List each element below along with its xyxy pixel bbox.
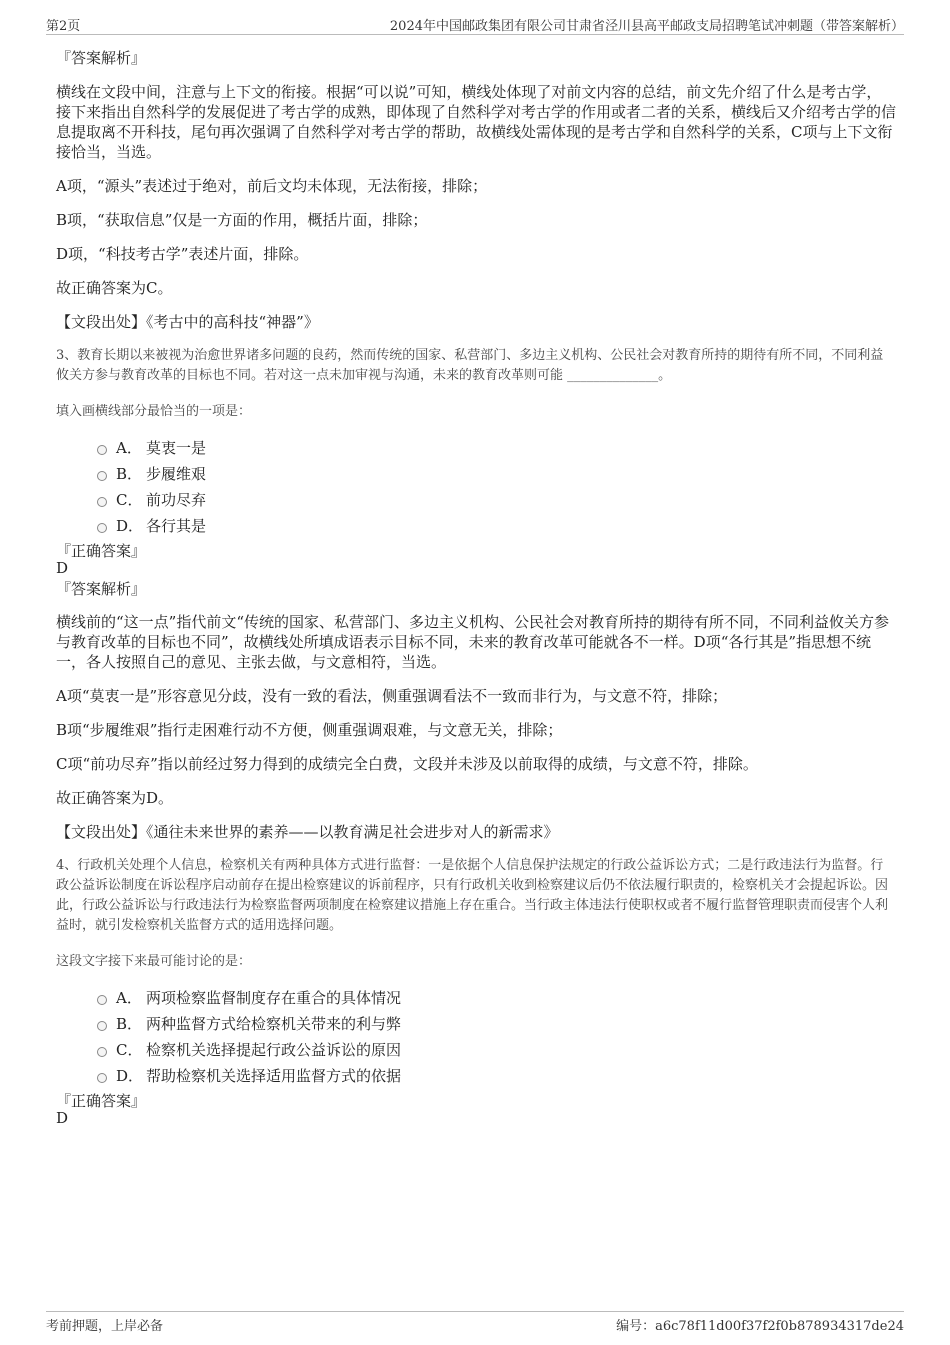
option-c[interactable]: C． 检察机关选择提起行政公益诉讼的原因 xyxy=(56,1037,896,1063)
radio-icon[interactable] xyxy=(97,1073,107,1083)
page-number: 第2页 xyxy=(46,19,81,34)
radio-icon[interactable] xyxy=(97,497,107,507)
analysis-option-a: A项，“源头”表述过于绝对，前后文均未体现，无法衔接，排除； xyxy=(56,177,488,195)
radio-icon[interactable] xyxy=(97,995,107,1005)
question-prompt: 这段文字接下来最可能讨论的是： xyxy=(56,954,252,969)
option-b[interactable]: B． 步履维艰 xyxy=(56,461,896,487)
analysis-label: 『答案解析』 xyxy=(56,580,147,598)
footer-slogan: 考前押题，上岸必备 xyxy=(46,1319,164,1334)
answer-label: 『正确答案』 xyxy=(56,1092,147,1110)
radio-icon[interactable] xyxy=(97,1047,107,1057)
document-title: 2024年中国邮政集团有限公司甘肃省泾川县高平邮政支局招聘笔试冲刺题（带答案解析） xyxy=(389,19,904,34)
question-stem: 4、行政机关处理个人信息，检察机关有两种具体方式进行监督：一是依据个人信息保护法规定的行政公益诉讼方式；二是行政违法行为监督。行政公益诉讼制度在诉讼程序启动前存在提出检察建议的诉前程序，只有行政机关收到检察建议后仍不依法履行职责的，检察机关才会提起诉讼。因此，行政公益诉讼与行政违法行为检察监督两项制度在检察建议措施上存在重合。当行政主体违法行使职权或者不履行监督管理职责而侵害个人利益时，就引发检察机关监督方式的适用选择问题。 xyxy=(56,858,889,933)
analysis-label: 『答案解析』 xyxy=(56,49,147,67)
question-stem: 3、教育长期以来被视为治愈世界诸多问题的良药，然而传统的国家、私营部门、多边主义机构、公民社会对教育所持的期待有所不同，不同利益攸关方参与教育改革的目标也不同。若对这一点未加审视与沟通，未来的教育改革则可能 ______________。 xyxy=(56,348,884,383)
question-prompt: 填入画横线部分最恰当的一项是： xyxy=(56,404,252,419)
radio-icon[interactable] xyxy=(97,445,107,455)
source-citation: 【文段出处】《考古中的高科技“神器”》 xyxy=(56,313,319,331)
option-c[interactable]: C． 前功尽弃 xyxy=(56,487,896,513)
source-citation: 【文段出处】《通往未来世界的素养——以教育满足社会进步对人的新需求》 xyxy=(56,823,559,841)
radio-icon[interactable] xyxy=(97,471,107,481)
analysis-conclusion: 故正确答案为D。 xyxy=(56,789,174,807)
analysis-option-b: B项，“获取信息”仅是一方面的作用，概括片面，排除； xyxy=(56,211,428,229)
analysis-option-d: D项，“科技考古学”表述片面，排除。 xyxy=(56,245,309,263)
options-list xyxy=(56,435,896,539)
analysis-conclusion: 故正确答案为C。 xyxy=(56,279,173,297)
answer-label: 『正确答案』 xyxy=(56,542,147,560)
option-d[interactable]: D． 帮助检察机关选择适用监督方式的依据 xyxy=(56,1063,896,1089)
main-content xyxy=(56,46,896,1127)
option-d[interactable]: D． 各行其是 xyxy=(56,513,896,539)
analysis-option-a: A项“莫衷一是”形容意见分歧，没有一致的看法，侧重强调看法不一致而非行为，与文意不符，排除； xyxy=(56,687,728,705)
option-a[interactable]: A． 两项检察监督制度存在重合的具体情况 xyxy=(56,985,896,1011)
analysis-option-b: B项“步履维艰”指行走困难行动不方便，侧重强调艰难，与文意无关，排除； xyxy=(56,721,563,739)
analysis-text: 横线前的“这一点”指代前文“传统的国家、私营部门、多边主义机构、公民社会对教育所持的期待有所不同，不同利益攸关方参与教育改革的目标也不同”，故横线处所填成语表示目标不同，未来的教育改革可能就各不一样。D项“各行其是”指思想不统一，各人按照自己的意见、主张去做，与文意相符，当选。 xyxy=(56,613,890,671)
answer-value: D xyxy=(56,1109,69,1127)
option-b[interactable]: B． 两种监督方式给检察机关带来的利与弊 xyxy=(56,1011,896,1037)
analysis-text: 横线在文段中间，注意与上下文的衔接。根据“可以说”可知，横线处体现了对前文内容的总结，前文先介绍了什么是考古学，接下来指出自然科学的发展促进了考古学的成熟，即体现了自然科学对考古学的作用或者二者的关系，横线后又介绍考古学的信息提取离不开科技，尾句再次强调了自然科学对考古学的帮助，故横线处需体现的是考古学和自然科学的关系，C项与上下文衔接恰当，当选。 xyxy=(56,83,897,161)
radio-icon[interactable] xyxy=(97,1021,107,1031)
page-header xyxy=(46,14,904,35)
page-footer xyxy=(46,1311,904,1334)
option-a[interactable]: A． 莫衷一是 xyxy=(56,435,896,461)
document-id: 编号：a6c78f11d00f37f2f0b878934317de24 xyxy=(616,1319,904,1334)
options-list xyxy=(56,985,896,1089)
answer-value: D xyxy=(56,559,69,577)
analysis-option-c: C项“前功尽弃”指以前经过努力得到的成绩完全白费，文段并未涉及以前取得的成绩，与文意不符，排除。 xyxy=(56,755,758,773)
radio-icon[interactable] xyxy=(97,523,107,533)
